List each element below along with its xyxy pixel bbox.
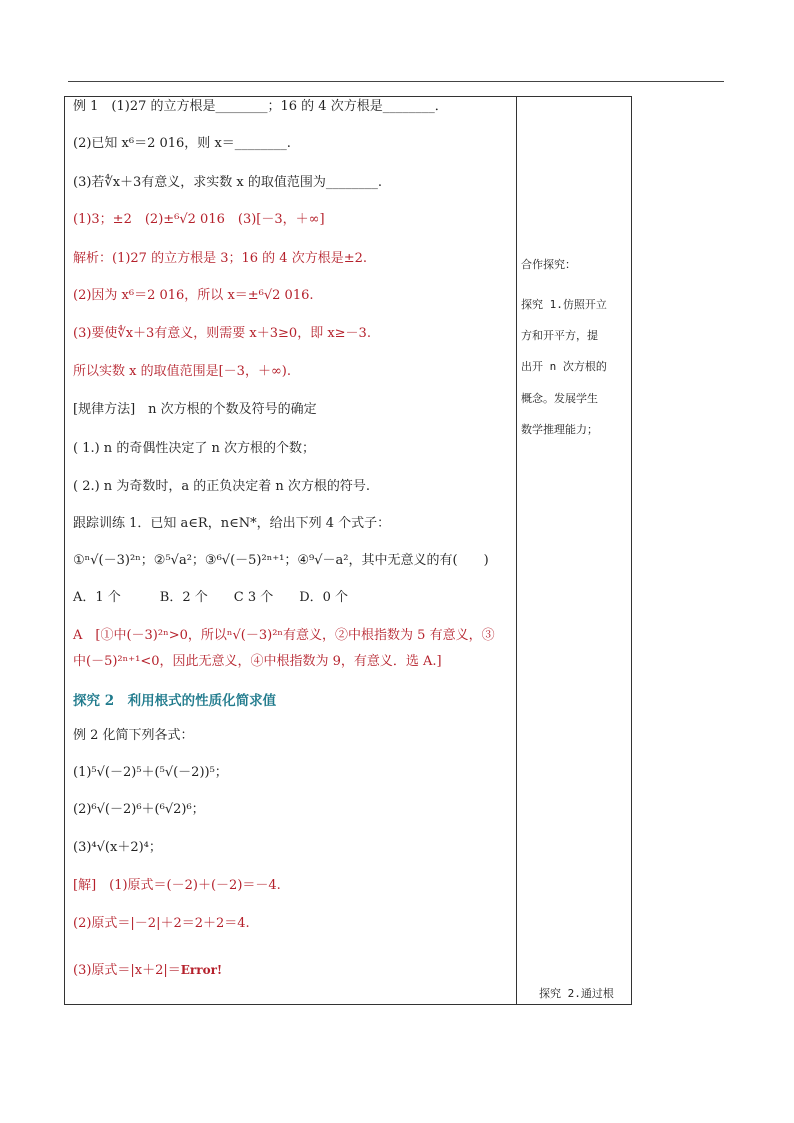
rule-item-1: ( 1.) n 的奇偶性决定了 n 次方根的个数； — [73, 441, 315, 456]
exercise-answer-line1: A [①中(－3)²ⁿ>0，所以ⁿ√(－3)²ⁿ有意义，②中根指数为 5 有意义，③ — [73, 628, 495, 643]
example2-question2: (2)⁶√(－2)⁶＋(⁶√2)⁶； — [73, 802, 205, 817]
example2-question1: (1)⁵√(－2)⁵＋(⁵√(－2))⁵； — [73, 765, 228, 780]
example2-solution3 — [73, 962, 222, 979]
example2-solution1: [解] (1)原式＝(－2)＋(－2)＝－4. — [73, 878, 281, 893]
example1-question1: 例 1 (1)27 的立方根是________；16 的 4 次方根是________． — [73, 99, 448, 114]
example1-solution3: (3)要使∜x＋3有意义，则需要 x＋3≥0，即 x≥－3. — [73, 326, 371, 341]
example1-question3: (3)若∜x＋3有意义，求实数 x 的取值范围为________. — [73, 175, 383, 190]
exercise-options: A．1 个 B．2 个 C 3 个 D．0 个 — [73, 590, 349, 605]
sidebar-line-5: 数学推理能力； — [521, 423, 598, 436]
example2-question3: (3)⁴√(x＋2)⁴； — [73, 840, 162, 855]
example2-solution2: (2)原式＝|－2|＋2＝2＋2＝4. — [73, 916, 250, 931]
explore2-heading: 探究 2 利用根式的性质化简求值 — [73, 693, 277, 709]
sidebar-line-2: 方和开平方，提 — [521, 329, 598, 342]
sidebar-line-4: 概念。发展学生 — [521, 392, 598, 405]
header-rule — [68, 81, 724, 82]
sidebar-title: 合作探究： — [521, 258, 576, 271]
example1-solution1: 解析：(1)27 的立方根是 3；16 的 4 次方根是±2. — [73, 251, 367, 266]
example1-answer: (1)3；±2 (2)±⁶√2 016 (3)[－3，＋∞] — [73, 212, 325, 227]
example1-question2: (2)已知 x⁶＝2 016，则 x＝________. — [73, 136, 291, 151]
follow-up-exercise: 跟踪训练 1．已知 a∈R，n∈N*，给出下列 4 个式子： — [73, 516, 391, 531]
sidebar-line-1: 探究 1.仿照开立 — [521, 298, 607, 311]
example1-solution2: (2)因为 x⁶＝2 016，所以 x＝±⁶√2 016. — [73, 288, 314, 303]
sidebar-line-3: 出开 n 次方根的 — [521, 360, 607, 373]
example2-solution3-text: (3)原式＝|x＋2|＝ — [73, 963, 181, 978]
rule-title: [规律方法] n 次方根的个数及符号的确定 — [73, 402, 317, 417]
main-table — [64, 96, 632, 1005]
example1-solution4: 所以实数 x 的取值范围是[－3，＋∞). — [73, 364, 291, 379]
exercise-expressions: ①ⁿ√(－3)²ⁿ；②⁵√a²；③⁶√(－5)²ⁿ⁺¹；④⁹√－a²，其中无意义的有( ) — [73, 553, 489, 568]
exercise-answer-line2: 中(－5)²ⁿ⁺¹<0，因此无意义，④中根指数为 9，有意义．选 A.] — [73, 654, 442, 669]
example2-title: 例 2 化简下列各式： — [73, 728, 194, 743]
column-divider — [516, 96, 517, 1005]
rule-item-2: ( 2.) n 为奇数时，a 的正负决定着 n 次方根的符号. — [73, 479, 370, 494]
error-marker: Error! — [180, 963, 223, 977]
sidebar-bottom-line: 探究 2.通过根 — [539, 987, 614, 1000]
